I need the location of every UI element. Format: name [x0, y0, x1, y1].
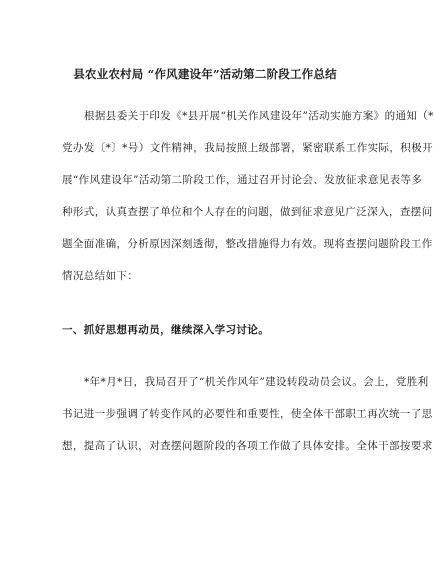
intro-line-5: 题全面准确，分析原因深刻透彻，整改措施得力有效。现将查摆问题阶段工作 — [62, 238, 433, 250]
intro-line-1: 根据县委关于印发《*县开展“机关作风建设年”活动实施方案》的通知（* — [84, 110, 434, 122]
section-1-line-1: *年*月*日，我局召开了“机关作风年”建设转段动员会议。会上，党胜利 — [84, 376, 429, 388]
intro-line-3: 展“作风建设年”活动第二阶段工作，通过召开讨论会、发放征求意见表等多 — [62, 174, 423, 186]
section-1-line-2: 书记进一步强调了转变作风的必要性和重要性，使全体干部职工再次统一了思 — [62, 408, 433, 420]
intro-line-4: 种形式，认真查摆了单位和个人存在的问题，做到征求意见广泛深入，查摆问 — [62, 206, 433, 218]
intro-line-2: 党办发〔*〕*号）文件精神，我局按照上级部署，紧密联系工作实际，积极开 — [62, 142, 433, 154]
section-1-line-3: 想，提高了认识，对查摆问题阶段的各项工作做了具体安排。全体干部按要求 — [62, 440, 433, 452]
intro-line-6: 情况总结如下： — [62, 270, 139, 282]
document-title: 县农业农村局 “作风建设年”活动第二阶段工作总结 — [73, 67, 337, 81]
section-1-heading: 一、抓好思想再动员，继续深入学习讨论。 — [62, 324, 270, 336]
